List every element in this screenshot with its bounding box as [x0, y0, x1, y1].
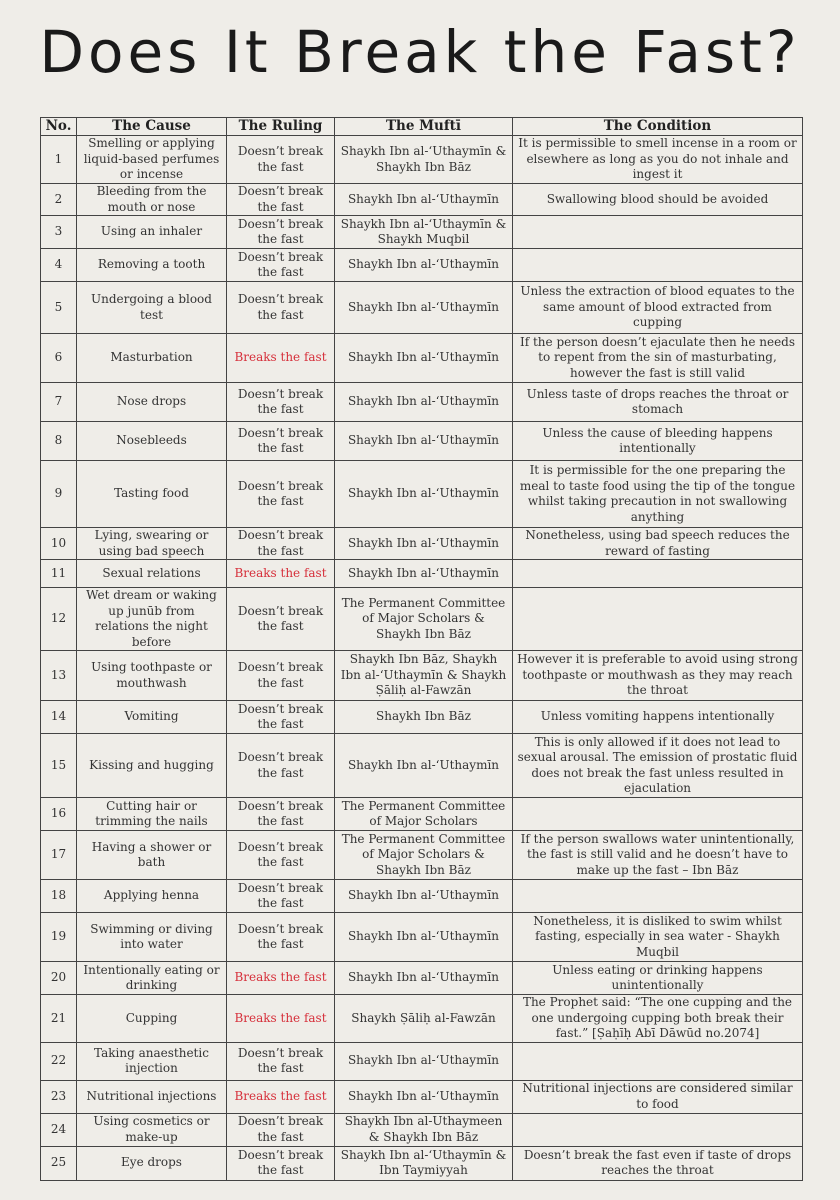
cell-condition: [513, 588, 803, 651]
cell-cause: Tasting food: [77, 461, 227, 528]
cell-no: 10: [41, 528, 77, 560]
cell-mufti: Shaykh Ibn al-‘Uthaymīn & Ibn Taymiyyah: [335, 1146, 513, 1180]
table-row: [41, 701, 803, 734]
cell-no: 1: [41, 136, 77, 184]
cell-no: 13: [41, 651, 77, 701]
cell-condition: It is permissible for the one preparing the meal to taste food using the tip of the tongue whilst taking precaution in not swallowing anything: [513, 461, 803, 528]
cell-mufti: Shaykh Ibn al-‘Uthaymīn: [335, 282, 513, 334]
cell-no: 7: [41, 383, 77, 422]
cell-cause: Nutritional injections: [77, 1080, 227, 1113]
cell-cause: Using cosmetics or make-up: [77, 1113, 227, 1146]
cell-cause: Removing a tooth: [77, 249, 227, 282]
table-row: [41, 136, 803, 184]
cell-no: 8: [41, 422, 77, 461]
cell-mufti: The Permanent Committee of Major Scholars: [335, 798, 513, 831]
cell-ruling: Doesn’t break the fast: [227, 913, 335, 962]
cell-no: 19: [41, 913, 77, 962]
cell-mufti: Shaykh Ibn al-‘Uthaymīn: [335, 913, 513, 962]
cell-condition: However it is preferable to avoid using strong toothpaste or mouthwash as they may reach the throat: [513, 651, 803, 701]
cell-condition: If the person swallows water unintentionally, the fast is still valid and he doesn’t have to make up the fast – Ibn Bāz: [513, 831, 803, 880]
cell-condition: Nutritional injections are considered similar to food: [513, 1080, 803, 1113]
cell-no: 15: [41, 734, 77, 798]
cell-ruling: Doesn’t break the fast: [227, 734, 335, 798]
table-row: [41, 1113, 803, 1146]
cell-cause: Bleeding from the mouth or nose: [77, 184, 227, 216]
cell-ruling: Breaks the fast: [227, 334, 335, 383]
cell-ruling: Doesn’t break the fast: [227, 461, 335, 528]
cell-no: 20: [41, 962, 77, 995]
cell-no: 18: [41, 880, 77, 913]
cell-ruling: Doesn’t break the fast: [227, 880, 335, 913]
cell-cause: Smelling or applying liquid-based perfumes or incense: [77, 136, 227, 184]
cell-mufti: Shaykh Ṣāliḥ al-Fawzān: [335, 995, 513, 1043]
cell-no: 6: [41, 334, 77, 383]
cell-condition: Unless the cause of bleeding happens intentionally: [513, 422, 803, 461]
cell-cause: Eye drops: [77, 1146, 227, 1180]
fasting-rulings-table: [40, 117, 803, 1181]
cell-ruling: Doesn’t break the fast: [227, 528, 335, 560]
cell-mufti: Shaykh Ibn al-‘Uthaymīn: [335, 249, 513, 282]
table-row: [41, 249, 803, 282]
cell-cause: Cupping: [77, 995, 227, 1043]
header-mufti: The Muftī: [335, 118, 513, 136]
cell-no: 23: [41, 1080, 77, 1113]
cell-condition: Unless vomiting happens intentionally: [513, 701, 803, 734]
cell-ruling: Doesn’t break the fast: [227, 383, 335, 422]
cell-condition: [513, 560, 803, 588]
cell-condition: It is permissible to smell incense in a room or elsewhere as long as you do not inhale and ingest it: [513, 136, 803, 184]
table-row: [41, 1042, 803, 1080]
cell-cause: Applying henna: [77, 880, 227, 913]
table-row: [41, 588, 803, 651]
table-row: [41, 995, 803, 1043]
cell-no: 24: [41, 1113, 77, 1146]
cell-mufti: Shaykh Ibn al-Uthaymeen & Shaykh Ibn Bāz: [335, 1113, 513, 1146]
cell-cause: Nosebleeds: [77, 422, 227, 461]
cell-no: 12: [41, 588, 77, 651]
cell-mufti: Shaykh Ibn al-‘Uthaymīn: [335, 1080, 513, 1113]
cell-ruling: Doesn’t break the fast: [227, 1113, 335, 1146]
header-ruling: The Ruling: [227, 118, 335, 136]
header-no: No.: [41, 118, 77, 136]
cell-no: 17: [41, 831, 77, 880]
page-title: Does It Break the Fast?: [39, 18, 801, 86]
cell-no: 25: [41, 1146, 77, 1180]
cell-cause: Undergoing a blood test: [77, 282, 227, 334]
cell-mufti: Shaykh Ibn al-‘Uthaymīn: [335, 334, 513, 383]
cell-mufti: Shaykh Ibn al-‘Uthaymīn: [335, 962, 513, 995]
cell-mufti: Shaykh Ibn Bāz, Shaykh Ibn al-‘Uthaymīn & Shaykh Ṣāliḥ al-Fawzān: [335, 651, 513, 701]
table-row: [41, 282, 803, 334]
cell-mufti: Shaykh Ibn al-‘Uthaymīn: [335, 734, 513, 798]
cell-cause: Nose drops: [77, 383, 227, 422]
cell-condition: This is only allowed if it does not lead to sexual arousal. The emission of prostatic fluid does not break the fast unless resulted in ejaculation: [513, 734, 803, 798]
cell-mufti: Shaykh Ibn al-‘Uthaymīn & Shaykh Muqbil: [335, 216, 513, 249]
cell-ruling: Doesn’t break the fast: [227, 651, 335, 701]
table-row: [41, 216, 803, 249]
cell-mufti: Shaykh Ibn al-‘Uthaymīn: [335, 880, 513, 913]
cell-mufti: Shaykh Ibn al-‘Uthaymīn: [335, 184, 513, 216]
table-row: [41, 422, 803, 461]
table-row: [41, 184, 803, 216]
cell-condition: [513, 216, 803, 249]
cell-mufti: The Permanent Committee of Major Scholars & Shaykh Ibn Bāz: [335, 588, 513, 651]
cell-mufti: Shaykh Ibn al-‘Uthaymīn: [335, 461, 513, 528]
cell-cause: Using an inhaler: [77, 216, 227, 249]
cell-condition: Swallowing blood should be avoided: [513, 184, 803, 216]
cell-no: 3: [41, 216, 77, 249]
cell-ruling: Doesn’t break the fast: [227, 184, 335, 216]
cell-condition: Unless the extraction of blood equates to the same amount of blood extracted from cupping: [513, 282, 803, 334]
cell-condition: [513, 1042, 803, 1080]
cell-cause: Cutting hair or trimming the nails: [77, 798, 227, 831]
cell-no: 5: [41, 282, 77, 334]
cell-mufti: Shaykh Ibn al-‘Uthaymīn: [335, 1042, 513, 1080]
cell-condition: [513, 249, 803, 282]
cell-ruling: Doesn’t break the fast: [227, 249, 335, 282]
cell-mufti: Shaykh Ibn al-‘Uthaymīn & Shaykh Ibn Bāz: [335, 136, 513, 184]
header-condition: The Condition: [513, 118, 803, 136]
cell-ruling: Doesn’t break the fast: [227, 701, 335, 734]
table-row: [41, 528, 803, 560]
table-header-row: [41, 118, 803, 136]
cell-condition: Doesn’t break the fast even if taste of drops reaches the throat: [513, 1146, 803, 1180]
table-row: [41, 651, 803, 701]
cell-condition: [513, 880, 803, 913]
cell-cause: Lying, swearing or using bad speech: [77, 528, 227, 560]
cell-condition: [513, 798, 803, 831]
table-row: [41, 798, 803, 831]
cell-cause: Using toothpaste or mouthwash: [77, 651, 227, 701]
cell-ruling: Doesn’t break the fast: [227, 136, 335, 184]
cell-ruling: Doesn’t break the fast: [227, 216, 335, 249]
cell-cause: Kissing and hugging: [77, 734, 227, 798]
cell-mufti: Shaykh Ibn al-‘Uthaymīn: [335, 422, 513, 461]
table-row: [41, 334, 803, 383]
table-row: [41, 880, 803, 913]
cell-condition: Unless eating or drinking happens unintentionally: [513, 962, 803, 995]
cell-ruling: Doesn’t break the fast: [227, 1146, 335, 1180]
cell-mufti: The Permanent Committee of Major Scholars & Shaykh Ibn Bāz: [335, 831, 513, 880]
cell-condition: [513, 1113, 803, 1146]
cell-no: 22: [41, 1042, 77, 1080]
cell-cause: Masturbation: [77, 334, 227, 383]
cell-mufti: Shaykh Ibn Bāz: [335, 701, 513, 734]
cell-condition: Nonetheless, it is disliked to swim whilst fasting, especially in sea water - Shaykh Muqbil: [513, 913, 803, 962]
cell-mufti: Shaykh Ibn al-‘Uthaymīn: [335, 383, 513, 422]
table-row: [41, 831, 803, 880]
table-row: [41, 913, 803, 962]
cell-mufti: Shaykh Ibn al-‘Uthaymīn: [335, 560, 513, 588]
table-row: [41, 461, 803, 528]
header-cause: The Cause: [77, 118, 227, 136]
table-row: [41, 1146, 803, 1180]
cell-cause: Sexual relations: [77, 560, 227, 588]
table-row: [41, 1080, 803, 1113]
cell-ruling: Breaks the fast: [227, 995, 335, 1043]
cell-ruling: Breaks the fast: [227, 962, 335, 995]
cell-cause: Intentionally eating or drinking: [77, 962, 227, 995]
cell-no: 4: [41, 249, 77, 282]
table-row: [41, 560, 803, 588]
cell-no: 21: [41, 995, 77, 1043]
cell-cause: Taking anaesthetic injection: [77, 1042, 227, 1080]
cell-condition: Nonetheless, using bad speech reduces the reward of fasting: [513, 528, 803, 560]
cell-no: 2: [41, 184, 77, 216]
cell-ruling: Doesn’t break the fast: [227, 831, 335, 880]
cell-ruling: Doesn’t break the fast: [227, 422, 335, 461]
cell-cause: Vomiting: [77, 701, 227, 734]
cell-cause: Having a shower or bath: [77, 831, 227, 880]
cell-condition: If the person doesn’t ejaculate then he needs to repent from the sin of masturbating, however the fast is still valid: [513, 334, 803, 383]
cell-no: 9: [41, 461, 77, 528]
cell-no: 11: [41, 560, 77, 588]
cell-no: 14: [41, 701, 77, 734]
cell-ruling: Doesn’t break the fast: [227, 282, 335, 334]
table-row: [41, 962, 803, 995]
cell-condition: The Prophet said: “The one cupping and the one undergoing cupping both break their fast.” [Ṣaḥīḥ Abī Dāwūd no.2074]: [513, 995, 803, 1043]
table-row: [41, 734, 803, 798]
cell-ruling: Breaks the fast: [227, 1080, 335, 1113]
cell-ruling: Doesn’t break the fast: [227, 1042, 335, 1080]
cell-ruling: Doesn’t break the fast: [227, 588, 335, 651]
cell-ruling: Breaks the fast: [227, 560, 335, 588]
cell-cause: Wet dream or waking up junūb from relations the night before: [77, 588, 227, 651]
cell-ruling: Doesn’t break the fast: [227, 798, 335, 831]
cell-cause: Swimming or diving into water: [77, 913, 227, 962]
cell-mufti: Shaykh Ibn al-‘Uthaymīn: [335, 528, 513, 560]
table-row: [41, 383, 803, 422]
cell-condition: Unless taste of drops reaches the throat or stomach: [513, 383, 803, 422]
cell-no: 16: [41, 798, 77, 831]
